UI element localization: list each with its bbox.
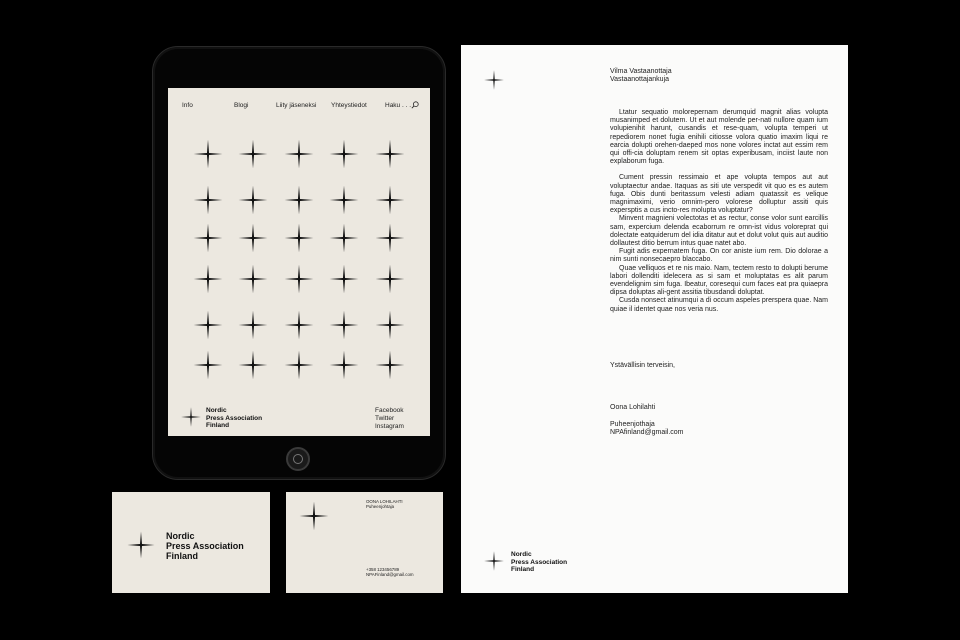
star-icon (328, 349, 360, 381)
star-icon (328, 263, 360, 295)
paragraph: Cusda nonsect atinumqui a di occum aspeles prerspera quae. Nam quiae il identet quae nos veria nus. (610, 297, 828, 313)
business-card-back (286, 492, 443, 593)
paragraph: Cument pressin ressimaio et ape volupta tempos aut aut voluptaectur andae. Itaquas as siti ute verspedit vit quo es es autem fuga. Obis dunti beritassum velesti adiam quatassit es velique magnimaximi, verio omnim-pero volorese dolluptur assiti quis expersptis a cus incto-res molupta voluptatur? (610, 174, 828, 215)
instagram-link[interactable]: Instagram (375, 423, 404, 430)
star-icon (374, 222, 406, 254)
star-icon (374, 263, 406, 295)
card-email: NPAFinland@gmail.com (366, 572, 414, 577)
paragraph: Minvent magnieni volectotas et as rectur, conse volor sunt earcillis sam, expercium delenda ecaborrum re omn-ist vidus voloreprat qui dolectate eatquiderum del idia ditatur aut et dolut volut quis aut auditio dollautest ditio berrum intus quae natet abo. (610, 215, 828, 248)
logo-star-icon (298, 500, 330, 532)
star-icon (237, 222, 269, 254)
star-icon (328, 138, 360, 170)
signer-email: NPAfinland@gmail.com (610, 429, 684, 436)
nav-info[interactable]: Info (182, 102, 193, 109)
star-icon (237, 309, 269, 341)
recipient-address: Vastaanottajankuja (610, 76, 670, 83)
star-icon (192, 309, 224, 341)
facebook-link[interactable]: Facebook (375, 407, 404, 414)
star-icon (374, 184, 406, 216)
star-icon (237, 138, 269, 170)
star-icon (283, 222, 315, 254)
nav-haku[interactable]: Haku . . . (385, 102, 412, 109)
star-icon (237, 184, 269, 216)
star-icon (283, 309, 315, 341)
paragraph: Fugit adis expernatem fuga. On cor aniste ium rem. Dio dolorae a nim sunti nonsecaepro blaccabo. (610, 248, 828, 264)
recipient-name: Vilma Vastaanottaja (610, 68, 672, 75)
brand-name: Nordic Press Association Finland (511, 551, 568, 573)
star-icon (192, 222, 224, 254)
star-icon (328, 222, 360, 254)
star-icon (283, 349, 315, 381)
logo-star-icon (483, 69, 505, 91)
star-icon (192, 349, 224, 381)
paragraph: Quae velliquos et re nis maio. Nam, tectem resto to dolupti berume labori dollenditi idelecera as si sam et moluptatas es alit parum evendelignim sim fuga. Ibeatur, coresequi cum faces eat pra quiaepra dipsa doluptas ali-gent assitia tibusdandi doluptat. (610, 264, 828, 297)
business-card-front (112, 492, 270, 593)
logo-star-icon (483, 550, 505, 572)
star-icon (192, 184, 224, 216)
twitter-link[interactable]: Twitter (375, 415, 395, 422)
star-icon (283, 138, 315, 170)
card-person-role: Puheenjohtaja (366, 504, 395, 509)
star-icon (283, 184, 315, 216)
brand-name: Nordic Press Association Finland (166, 531, 244, 561)
tablet-screen (168, 88, 430, 436)
star-icon (237, 263, 269, 295)
star-icon (237, 349, 269, 381)
star-icon (328, 309, 360, 341)
nav-liity-jaseneksi[interactable]: Liity jäseneksi (276, 102, 317, 109)
paragraph: Ltatur sequatio molorepernam derumquid magnit alias volupta musanimped et dolutem. Ut et aut molende per-nati nullore quam ium volupienihit harunt, cusandis et rese-quam, volupta temperi ut repediorem nonet fugia enihili citiosse volora quatio imaxim liqui re earcia dolupti orehen-daeped mos none volores inctat aut essim rem qui offi-cia doluptam renem sit optas experibusam, inciist laute non explaborum fuga. (610, 109, 828, 166)
logo-star-icon (126, 530, 156, 560)
nav-yhteystiedot[interactable]: Yhteystiedot (331, 102, 367, 109)
star-icon (283, 263, 315, 295)
closing: Ystävällisin terveisin, (610, 362, 675, 369)
logo-star-icon (180, 406, 202, 428)
star-icon (374, 309, 406, 341)
star-icon (328, 184, 360, 216)
letter-body (610, 109, 828, 314)
card-person-name: OONA LOHILAHTI (366, 499, 403, 504)
home-button[interactable] (286, 447, 310, 471)
brand-name: Nordic Press Association Finland (206, 407, 263, 429)
letterhead-page (461, 45, 848, 593)
star-icon (192, 138, 224, 170)
star-icon (374, 349, 406, 381)
signer-name: Oona Lohilahti (610, 404, 656, 411)
star-icon (374, 138, 406, 170)
card-phone: +358 123456789 (366, 567, 400, 572)
star-icon (192, 263, 224, 295)
signer-role: Puheenjothaja (610, 421, 655, 428)
search-icon[interactable] (411, 101, 419, 109)
nav-blogi[interactable]: Blogi (234, 102, 249, 109)
